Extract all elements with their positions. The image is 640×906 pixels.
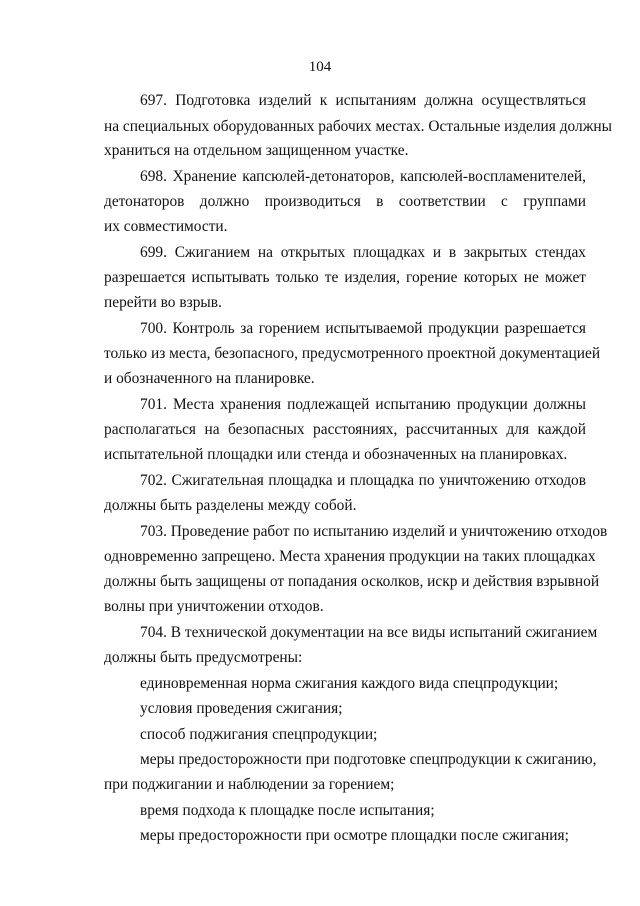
text-line: их совместимости.: [104, 218, 228, 235]
text-line: 697. Подготовка изделий к испытаниям должна осуществляться: [140, 92, 586, 109]
text-line: должны быть разделены между собой.: [104, 497, 357, 514]
text-line: 703. Проведение работ по испытанию изделий и уничтожению отходов: [140, 523, 608, 540]
text-line: должны быть предусмотрены:: [104, 649, 303, 666]
text-line: 704. В технической документации на все виды испытаний сжиганием: [140, 624, 598, 641]
text-line: 698. Хранение капсюлей-детонаторов, капсюлей-воспламенителей,: [140, 168, 586, 185]
list-item: условия проведения сжигания;: [140, 700, 343, 717]
text-line: 701. Места хранения подлежащей испытанию продукции должны: [140, 396, 586, 413]
list-item: время подхода к площадке после испытания;: [140, 802, 435, 819]
text-line: только из места, безопасного, предусмотренного проектной документацией: [104, 345, 601, 362]
text-line: одновременно запрещено. Места хранения продукции на таких площадках: [104, 548, 596, 565]
list-item: меры предосторожности при осмотре площадки после сжигания;: [140, 827, 569, 844]
text-line: разрешается испытывать только те изделия, горение которых не может: [104, 269, 586, 286]
text-line: на специальных оборудованных рабочих местах. Остальные изделия должны: [104, 118, 612, 135]
text-line: 699. Сжиганием на открытых площадках и в закрытых стендах: [140, 244, 586, 261]
text-line: должны быть защищены от попадания осколков, искр и действия взрывной: [104, 573, 600, 590]
text-line: 702. Сжигательная площадка и площадка по уничтожению отходов: [140, 472, 586, 489]
list-item: меры предосторожности при подготовке спецпродукции к сжиганию,: [140, 751, 597, 768]
text-line: перейти во взрыв.: [104, 294, 222, 311]
text-line: располагаться на безопасных расстояниях, рассчитанных для каждой: [104, 421, 586, 438]
page-number: 104: [308, 59, 332, 75]
text-line: храниться на отдельном защищенном участке.: [104, 142, 409, 159]
text-line: при поджигании и наблюдении за горением;: [104, 776, 395, 793]
list-item: способ поджигания спецпродукции;: [140, 726, 378, 743]
list-item: единовременная норма сжигания каждого вида спецпродукции;: [140, 675, 559, 692]
text-line: 700. Контроль за горением испытываемой продукции разрешается: [140, 320, 586, 337]
text-line: детонаторов должно производиться в соответствии с группами: [104, 193, 586, 210]
text-line: испытательной площадки или стенда и обозначенных на планировках.: [104, 446, 568, 463]
text-line: волны при уничтожении отходов.: [104, 598, 324, 615]
text-line: и обозначенного на планировке.: [104, 370, 315, 387]
